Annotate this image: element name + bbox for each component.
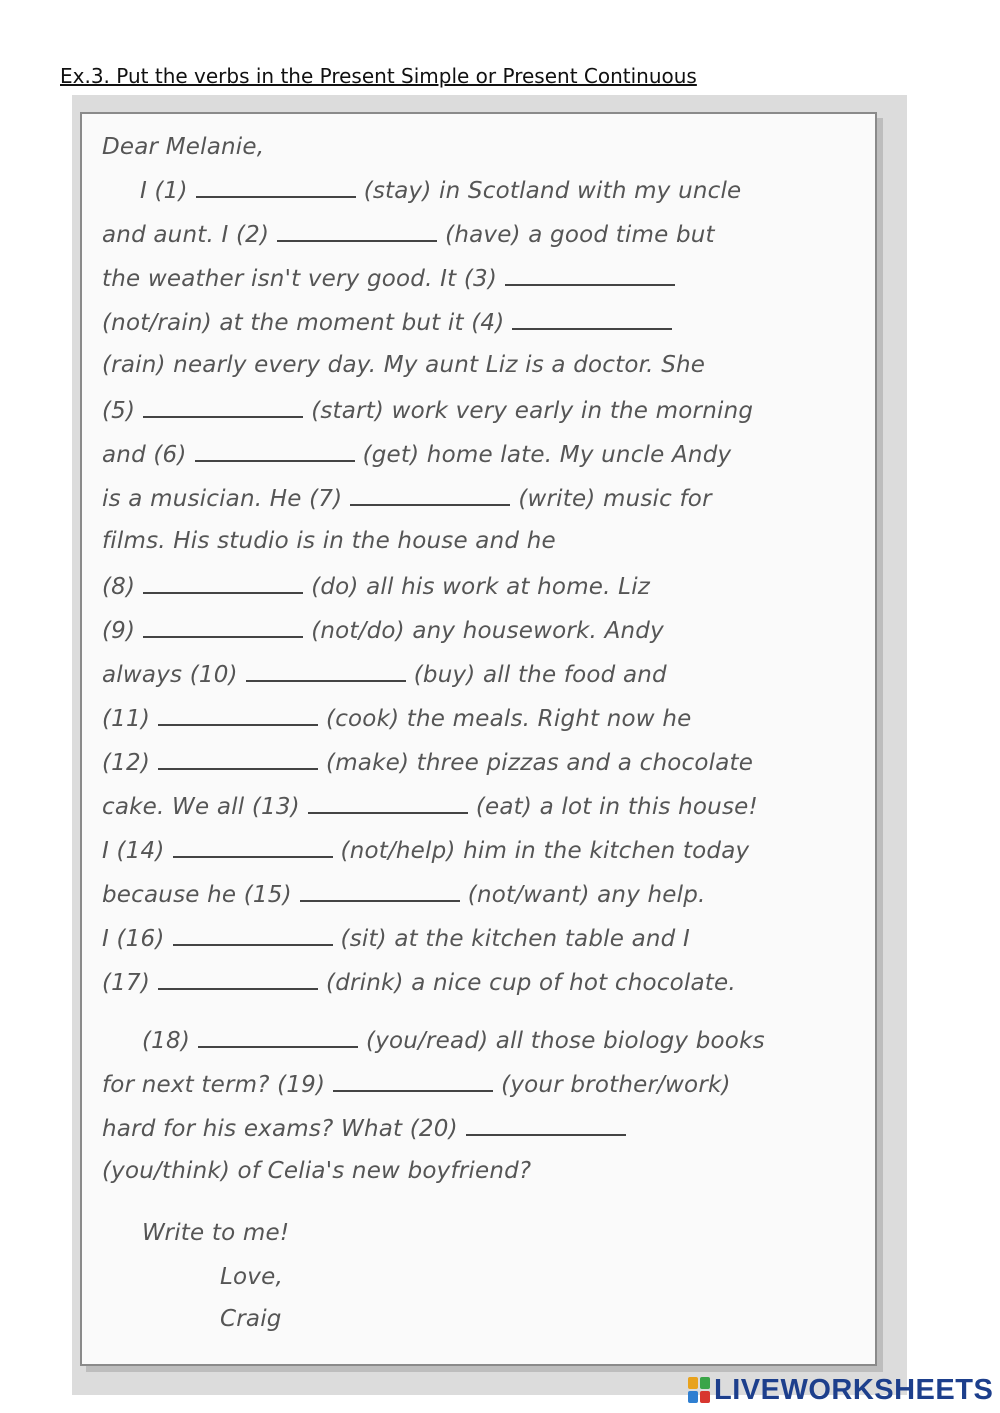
answer-blank-12[interactable] xyxy=(158,748,318,770)
letter-line: (rain) nearly every day. My aunt Liz is a doctor. She xyxy=(102,352,706,378)
letter-line: (18) (you/read) all those biology books xyxy=(142,1028,765,1054)
answer-blank-5[interactable] xyxy=(143,396,303,418)
answer-blank-1[interactable] xyxy=(196,176,356,198)
answer-blank-9[interactable] xyxy=(143,616,303,638)
liveworksheets-logo xyxy=(688,1374,993,1406)
letter-line: and aunt. I (2) (have) a good time but xyxy=(102,222,715,248)
answer-blank-13[interactable] xyxy=(308,792,468,814)
logo-text: LIVEWORKSHEETS xyxy=(714,1373,994,1406)
answer-blank-6[interactable] xyxy=(195,440,355,462)
closing-line: Write to me! xyxy=(142,1220,290,1246)
answer-blank-14[interactable] xyxy=(173,836,333,858)
letter-line: for next term? (19) (your brother/work) xyxy=(102,1072,731,1098)
answer-blank-3[interactable] xyxy=(505,264,675,286)
letter-line: (9) (not/do) any housework. Andy xyxy=(102,618,664,644)
answer-blank-18[interactable] xyxy=(198,1026,358,1048)
answer-blank-8[interactable] xyxy=(143,572,303,594)
letter-line: (you/think) of Celia's new boyfriend? xyxy=(102,1158,532,1184)
logo-square-2 xyxy=(700,1377,710,1389)
letter-line: (8) (do) all his work at home. Liz xyxy=(102,574,651,600)
answer-blank-19[interactable] xyxy=(333,1070,493,1092)
letter-line: cake. We all (13) (eat) a lot in this house! xyxy=(102,794,758,820)
letter-line: and (6) (get) home late. My uncle Andy xyxy=(102,442,732,468)
letter-line: films. His studio is in the house and he xyxy=(102,528,556,554)
answer-blank-4[interactable] xyxy=(512,308,672,330)
exercise-heading: Ex.3. Put the verbs in the Present Simple or Present Continuous xyxy=(60,64,697,88)
letter-line: always (10) (buy) all the food and xyxy=(102,662,667,688)
letter-line: (11) (cook) the meals. Right now he xyxy=(102,706,692,732)
letter-line: (5) (start) work very early in the morning xyxy=(102,398,754,424)
letter-line: I (14) (not/help) him in the kitchen today xyxy=(102,838,750,864)
letter-line: I (1) (stay) in Scotland with my uncle xyxy=(140,178,742,204)
letter-greeting: Dear Melanie, xyxy=(102,134,265,160)
answer-blank-10[interactable] xyxy=(246,660,406,682)
letter-line: because he (15) (not/want) any help. xyxy=(102,882,706,908)
answer-blank-2[interactable] xyxy=(277,220,437,242)
logo-square-4 xyxy=(700,1391,710,1403)
closing-love: Love, xyxy=(220,1264,283,1290)
answer-blank-20[interactable] xyxy=(466,1114,626,1136)
letter-line: (12) (make) three pizzas and a chocolate xyxy=(102,750,754,776)
letter-line: (17) (drink) a nice cup of hot chocolate. xyxy=(102,970,736,996)
answer-blank-16[interactable] xyxy=(173,924,333,946)
logo-square-3 xyxy=(688,1391,698,1403)
letter-line: (not/rain) at the moment but it (4) xyxy=(102,308,680,336)
answer-blank-17[interactable] xyxy=(158,968,318,990)
logo-square-1 xyxy=(688,1377,698,1389)
letter-line: hard for his exams? What (20) xyxy=(102,1114,634,1142)
signature: Craig xyxy=(220,1306,282,1332)
answer-blank-15[interactable] xyxy=(300,880,460,902)
answer-blank-11[interactable] xyxy=(158,704,318,726)
letter-line: I (16) (sit) at the kitchen table and I xyxy=(102,926,690,952)
answer-blank-7[interactable] xyxy=(350,484,510,506)
letter-line: is a musician. He (7) (write) music for xyxy=(102,486,712,512)
letter-line: the weather isn't very good. It (3) xyxy=(102,264,683,292)
logo-icon xyxy=(688,1377,710,1403)
